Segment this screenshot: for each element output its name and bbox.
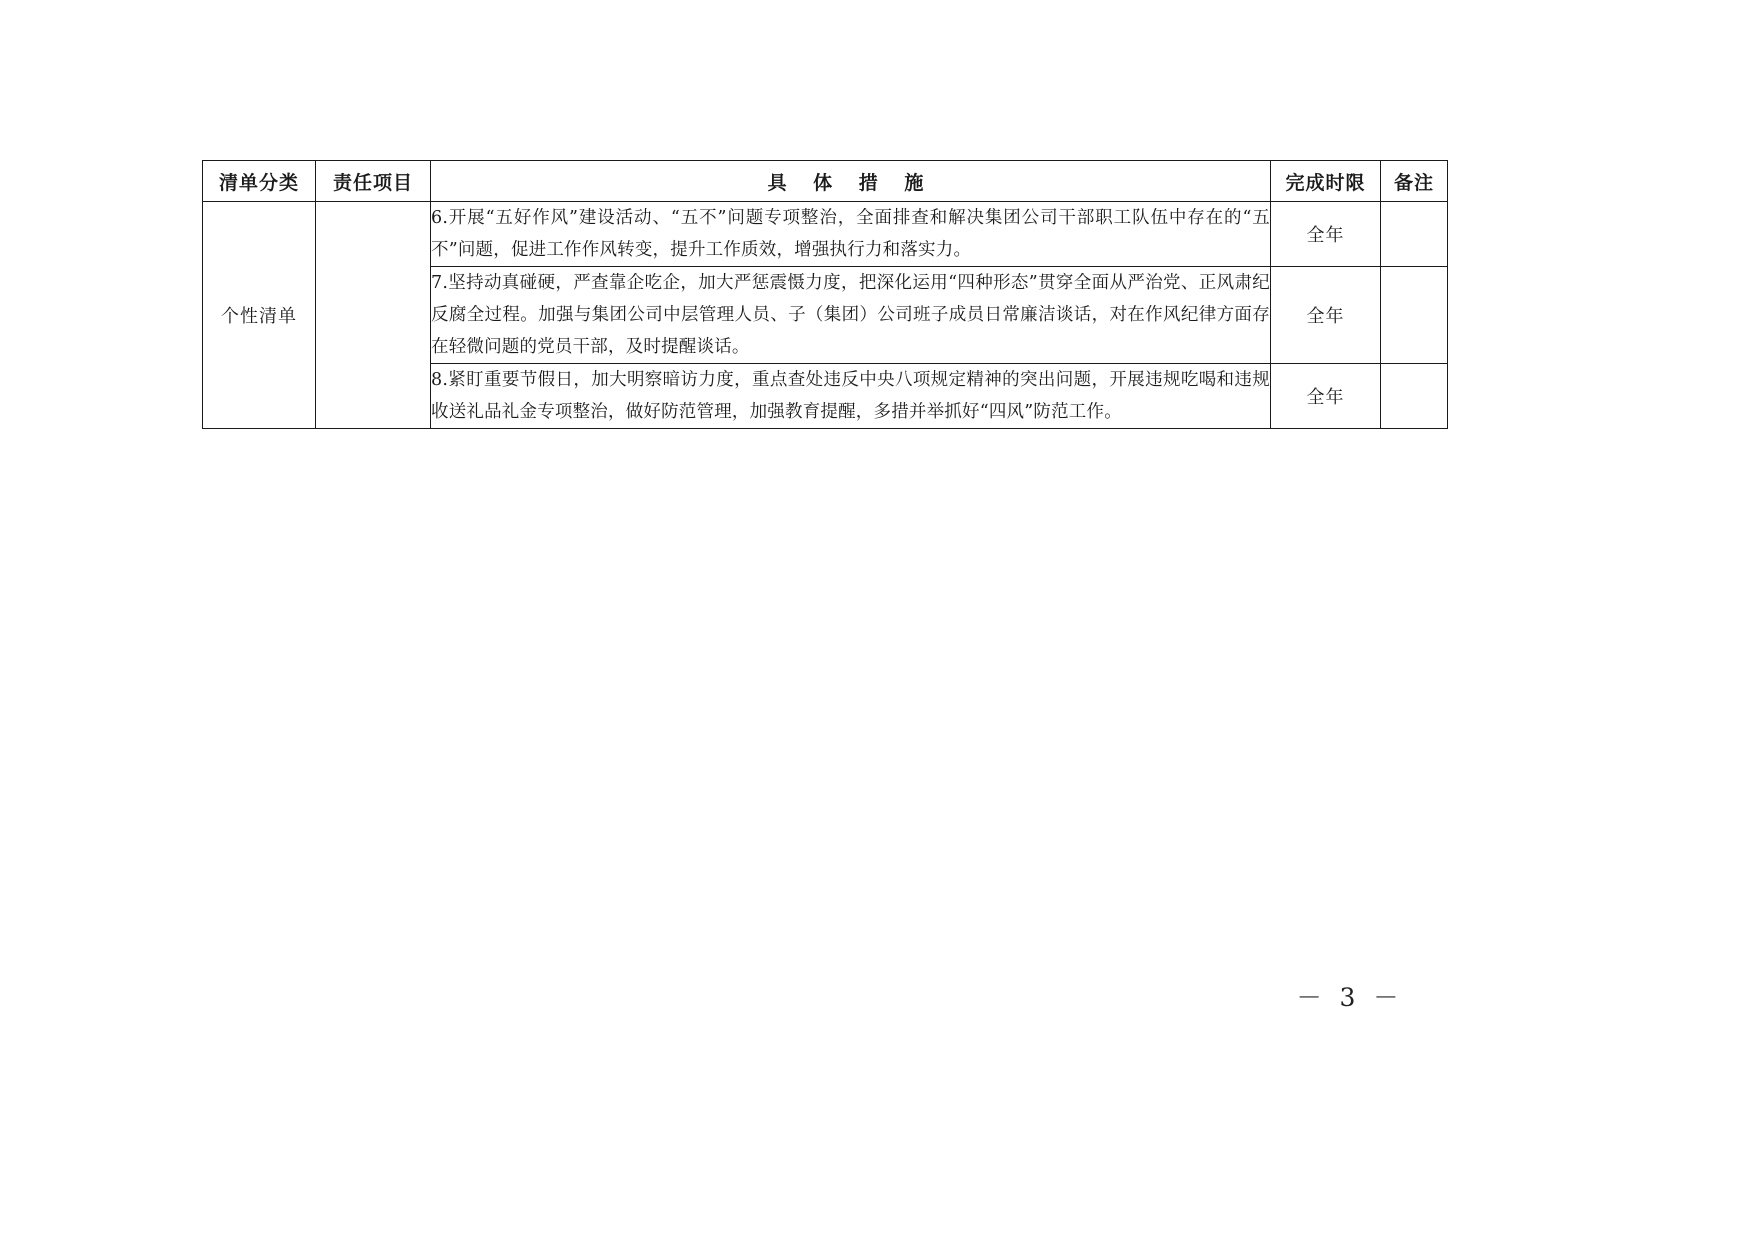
category-cell: 个性清单 [203,202,316,429]
deadline-cell: 全年 [1271,202,1381,267]
measure-cell: 6.开展“五好作风”建设活动、“五不”问题专项整治，全面排查和解决集团公司干部职工队伍中存在的“五不”问题，促进工作作风转变，提升工作质效，增强执行力和落实力。 [431,202,1271,267]
page-number: － 3 － [1296,983,1404,1012]
remark-cell [1381,267,1448,364]
measure-cell: 7.坚持动真碰硬，严查靠企吃企，加大严惩震慑力度，把深化运用“四种形态”贯穿全面从严治党、正风肃纪反腐全过程。加强与集团公司中层管理人员、子（集团）公司班子成员日常廉洁谈话，对在作风纪律方面存在轻微问题的党员干部，及时提醒谈话。 [431,267,1271,364]
remark-cell [1381,202,1448,267]
responsibility-list-table [202,160,1448,429]
remark-cell [1381,364,1448,429]
deadline-cell: 全年 [1271,364,1381,429]
header-responsibility-item: 责任项目 [316,161,431,202]
responsibility-item-cell [316,202,431,429]
deadline-cell: 全年 [1271,267,1381,364]
header-category: 清单分类 [203,161,316,202]
header-remark: 备注 [1381,161,1448,202]
header-deadline: 完成时限 [1271,161,1381,202]
table-row [203,202,1448,267]
measure-cell: 8.紧盯重要节假日，加大明察暗访力度，重点查处违反中央八项规定精神的突出问题，开展违规吃喝和违规收送礼品礼金专项整治，做好防范管理，加强教育提醒，多措并举抓好“四风”防范工作。 [431,364,1271,429]
table-header-row [203,161,1448,202]
header-measures: 具 体 措 施 [431,161,1271,202]
